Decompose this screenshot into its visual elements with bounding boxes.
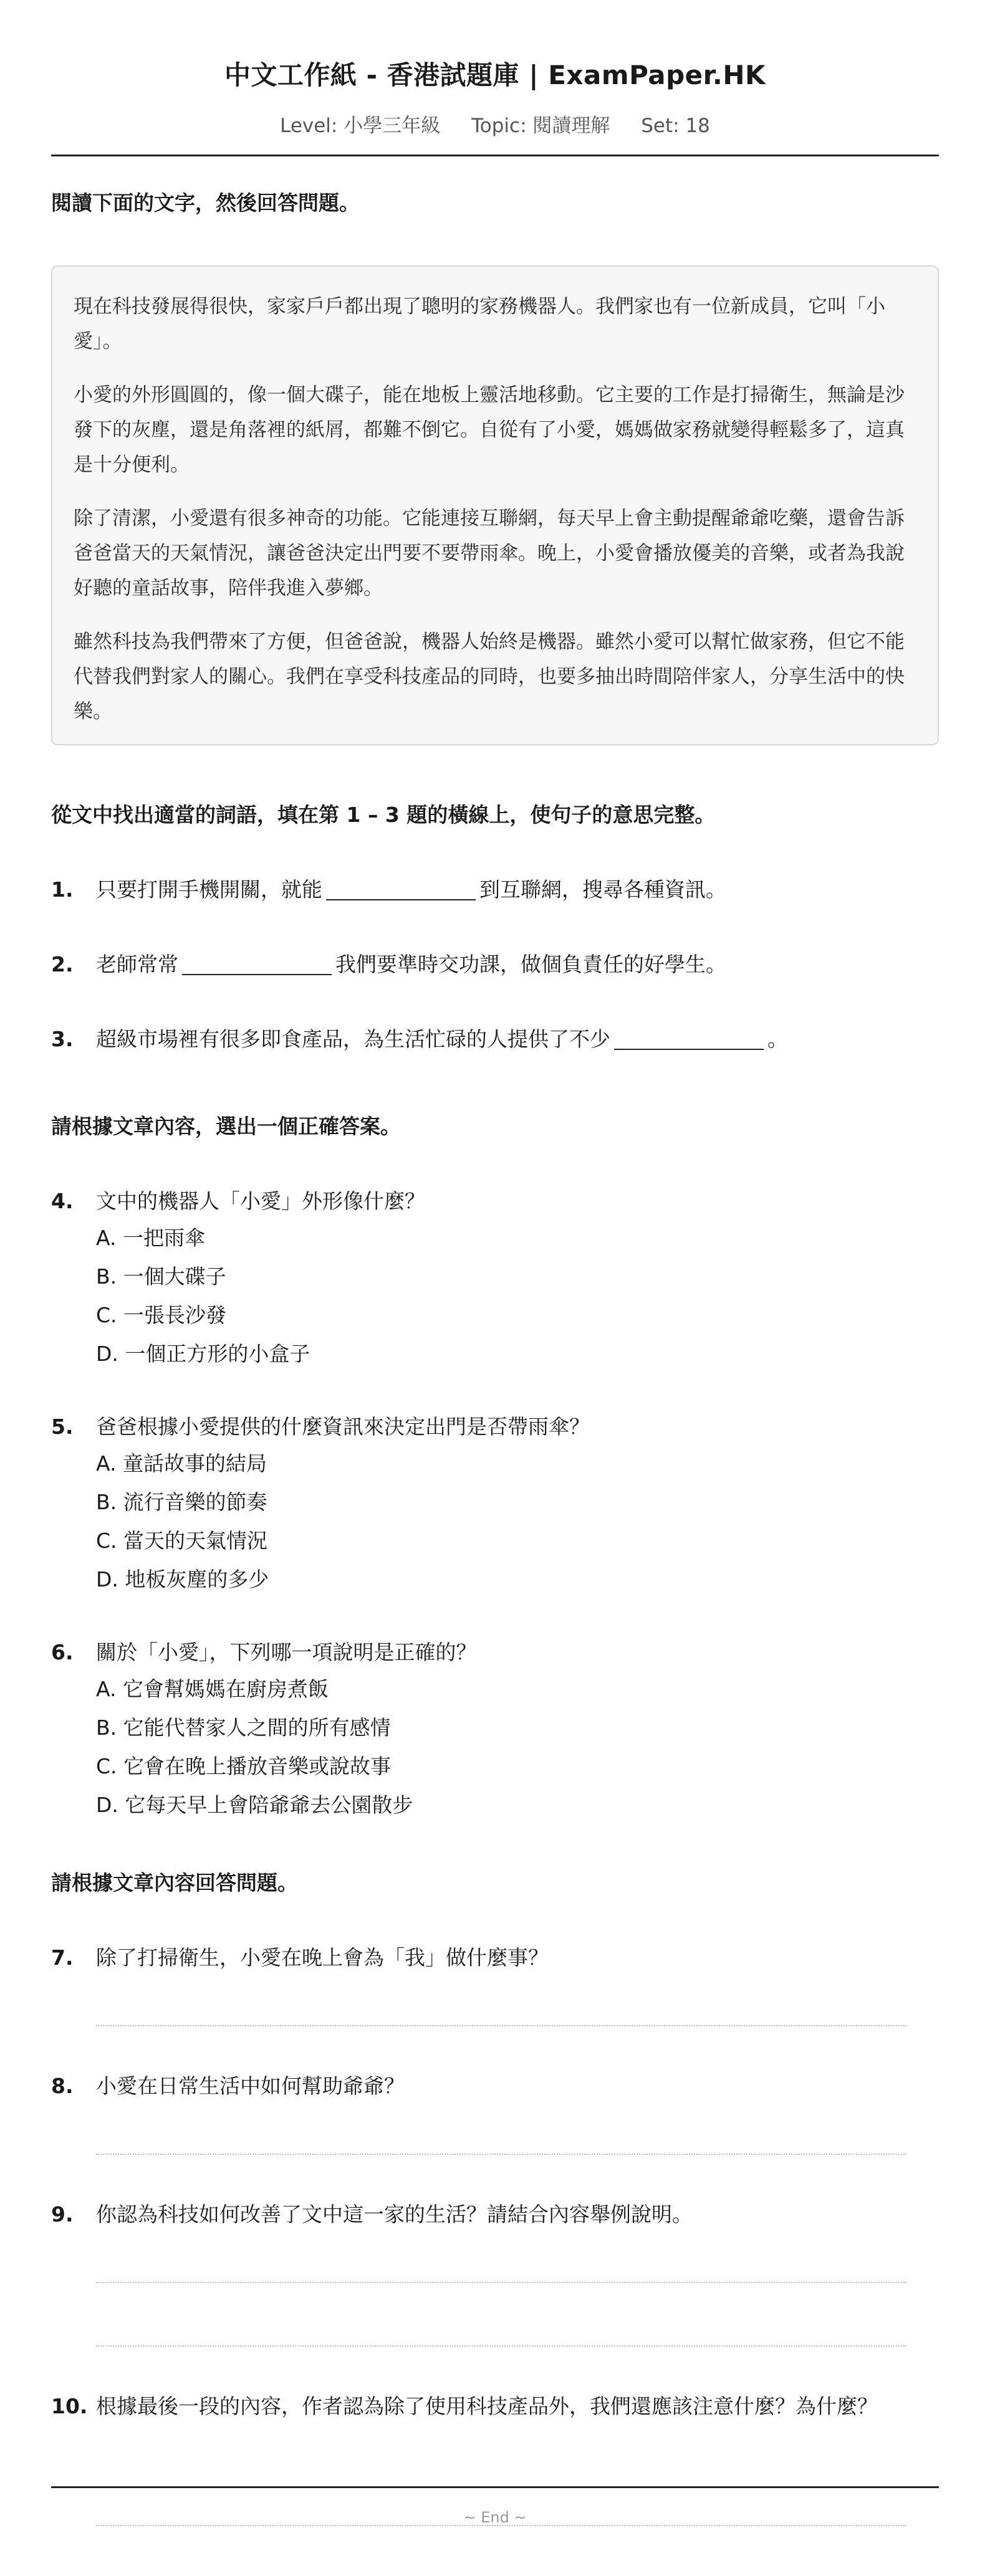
topic-label: Topic: 閱讀理解 xyxy=(471,115,610,137)
question-text: 我們要準時交功課，做個負責任的好學生。 xyxy=(335,952,726,976)
question-text: 你認為科技如何改善了文中這一家的生活？請結合內容舉例說明。 xyxy=(96,2202,693,2226)
reading-instruction: 閱讀下面的文字，然後回答問題。 xyxy=(51,191,360,215)
question-number: 9. xyxy=(51,2202,74,2226)
question-text: 爸爸根據小愛提供的什麼資訊來決定出門是否帶雨傘？ xyxy=(96,1414,590,1439)
question-number: 2. xyxy=(51,952,74,976)
option-d[interactable]: D. 地板灰塵的多少 xyxy=(96,1567,269,1591)
option-b[interactable]: B. 流行音樂的節奏 xyxy=(96,1490,267,1514)
footer-divider xyxy=(51,2486,939,2488)
question-text: 根據最後一段的內容，作者認為除了使用科技產品外，我們還應該注意什麼？為什麼？ xyxy=(96,2394,878,2418)
question-number: 7. xyxy=(51,1945,74,1970)
options-list xyxy=(96,1444,906,1599)
question-text: 老師常常 xyxy=(96,952,178,976)
options-list xyxy=(96,1670,906,1825)
short-answer-instruction: 請根據文章內容回答問題。 xyxy=(51,1871,298,1895)
answer-line[interactable] xyxy=(96,2025,906,2026)
question-text: 只要打開手機開關，就能 xyxy=(96,877,322,902)
question-text: 。 xyxy=(767,1027,788,1051)
option-a[interactable]: A. 一把雨傘 xyxy=(96,1226,205,1250)
question-text: 關於「小愛」，下列哪一項說明是正確的？ xyxy=(96,1640,477,1664)
worksheet-meta xyxy=(51,110,939,138)
option-b[interactable]: B. 一個大碟子 xyxy=(96,1264,226,1289)
answer-line[interactable] xyxy=(96,2282,906,2283)
option-c[interactable]: C. 當天的天氣情況 xyxy=(96,1529,268,1553)
answer-blank[interactable] xyxy=(326,878,476,900)
question-number: 1. xyxy=(51,877,74,902)
set-label: Set: 18 xyxy=(641,115,710,137)
question-text: 到互聯網，搜尋各種資訊。 xyxy=(479,877,726,902)
option-c[interactable]: C. 它會在晚上播放音樂或說故事 xyxy=(96,1754,392,1778)
passage-paragraph: 現在科技發展得很快，家家戶戶都出現了聰明的家務機器人。我們家也有一位新成員，它叫「小愛」。 xyxy=(74,295,885,353)
question-text: 小愛在日常生活中如何幫助爺爺？ xyxy=(96,2074,405,2098)
passage-paragraph: 除了清潔，小愛還有很多神奇的功能。它能連接互聯網，每天早上會主動提醒爺爺吃藥，還會告訴爸爸當天的天氣情況，讓爸爸決定出門要不要帶雨傘。晚上，小愛會播放優美的音樂，或者為我說好聽的童話故事，陪伴我進入夢鄉。 xyxy=(74,507,905,599)
answer-blank[interactable] xyxy=(182,953,332,975)
question-number: 8. xyxy=(51,2074,74,2098)
option-b[interactable]: B. 它能代替家人之間的所有感情 xyxy=(96,1715,391,1740)
passage-paragraph: 雖然科技為我們帶來了方便，但爸爸說，機器人始終是機器。雖然小愛可以幫忙做家務，但它不能代替我們對家人的關心。我們在享受科技產品的同時，也要多抽出時間陪伴家人，分享生活中的快樂。 xyxy=(74,631,905,723)
question-number: 3. xyxy=(51,1027,74,1051)
passage-paragraph: 小愛的外形圓圓的，像一個大碟子，能在地板上靈活地移動。它主要的工作是打掃衛生，無論是沙發下的灰塵，還是角落裡的紙屑，都難不倒它。自從有了小愛，媽媽做家務就變得輕鬆多了，這真是十分便利。 xyxy=(74,384,905,476)
fill-in-instruction: 從文中找出適當的詞語，填在第 1 – 3 題的橫線上，使句子的意思完整。 xyxy=(51,803,716,827)
option-d[interactable]: D. 一個正方形的小盒子 xyxy=(96,1342,310,1366)
option-d[interactable]: D. 它每天早上會陪爺爺去公園散步 xyxy=(96,1793,413,1817)
question-number: 6. xyxy=(51,1640,74,1664)
question-text: 文中的機器人「小愛」外形像什麼？ xyxy=(96,1189,425,1213)
option-a[interactable]: A. 它會幫媽媽在廚房煮飯 xyxy=(96,1677,329,1701)
answer-line[interactable] xyxy=(96,2345,906,2347)
option-a[interactable]: A. 童話故事的結局 xyxy=(96,1451,267,1476)
level-label: Level: 小學三年級 xyxy=(280,115,441,137)
header-divider xyxy=(51,155,939,156)
end-marker: ~ End ~ xyxy=(463,2509,527,2526)
question-number: 10. xyxy=(51,2394,88,2418)
question-text: 除了打掃衛生，小愛在晚上會為「我」做什麼事？ xyxy=(96,1945,549,1970)
question-number: 4. xyxy=(51,1189,74,1213)
question-number: 5. xyxy=(51,1414,74,1439)
question-text: 超級市場裡有很多即食產品，為生活忙碌的人提供了不少 xyxy=(96,1027,610,1051)
answer-blank[interactable] xyxy=(614,1028,764,1050)
reading-passage xyxy=(51,265,939,745)
mcq-instruction: 請根據文章內容，選出一個正確答案。 xyxy=(51,1114,401,1138)
answer-line[interactable] xyxy=(96,2154,906,2155)
options-list xyxy=(96,1219,906,1373)
page-title: 中文工作紙 - 香港試題庫 | ExamPaper.HK xyxy=(224,60,766,90)
option-c[interactable]: C. 一張長沙發 xyxy=(96,1303,227,1327)
